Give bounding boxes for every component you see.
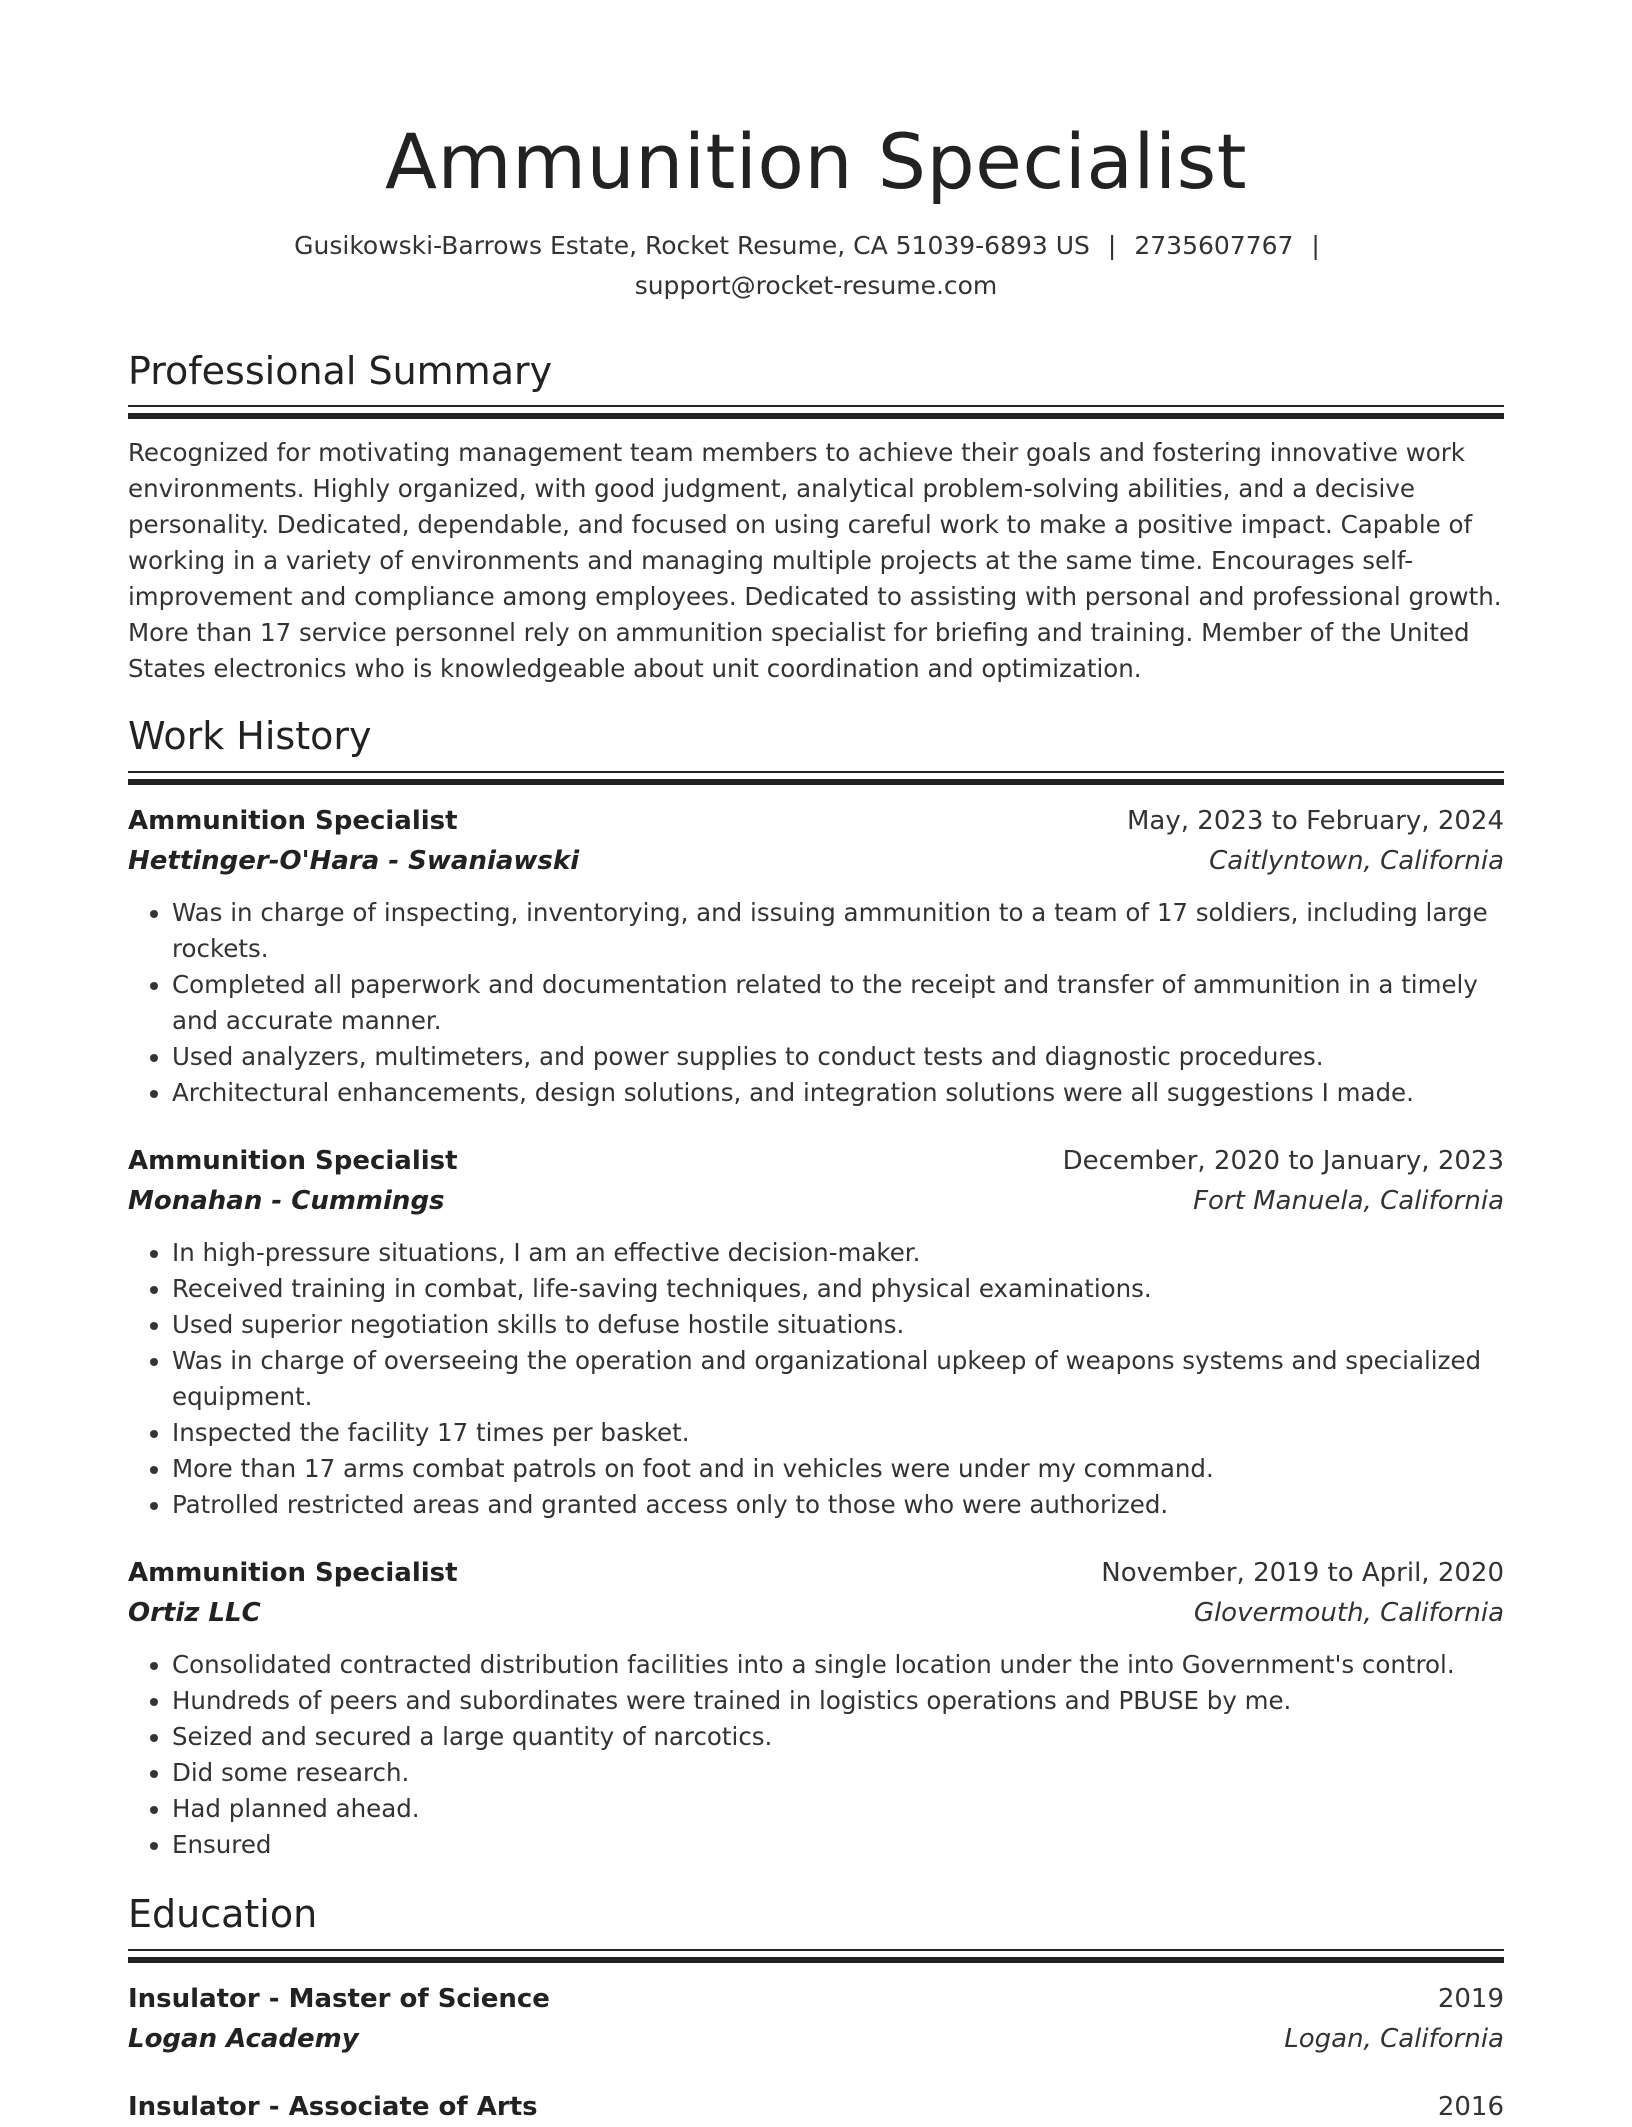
- summary-section: [128, 350, 1504, 688]
- job-bullet: • Architectural enhancements, design solutions, and integration solutions were all suggestions I made.: [172, 1075, 1504, 1111]
- job-entry: [128, 1553, 1504, 1863]
- job-bullet: • Patrolled restricted areas and granted access only to those who were authorized.: [172, 1487, 1504, 1523]
- education-entry: [128, 1979, 1504, 2059]
- job-bullet: • In high-pressure situations, I am an effective decision-maker.: [172, 1235, 1504, 1271]
- job-bullet: • More than 17 arms combat patrols on foot and in vehicles were under my command.: [172, 1451, 1504, 1487]
- job-bullet: • Seized and secured a large quantity of narcotics.: [172, 1719, 1504, 1755]
- education-location: Logan, California: [1284, 2023, 1504, 2054]
- job-dates: May, 2023 to February, 2024: [1127, 805, 1504, 836]
- education-header-row: [128, 2087, 1504, 2127]
- summary-heading: Professional Summary: [128, 348, 553, 393]
- job-bullet: • Hundreds of peers and subordinates were trained in logistics operations and PBUSE by me.: [172, 1683, 1504, 1719]
- job-dates: December, 2020 to January, 2023: [1062, 1145, 1504, 1176]
- job-company-row: [128, 1593, 1504, 1633]
- section-divider: [128, 405, 1504, 419]
- education-year: 2016: [1437, 2091, 1504, 2122]
- contact-address: Gusikowski-Barrows Estate, Rocket Resume, CA 51039-6893 US: [294, 230, 1090, 260]
- education-section: [128, 1893, 1504, 2127]
- work-history-heading: Work History: [128, 714, 372, 759]
- job-location: Caitlyntown, California: [1209, 845, 1504, 876]
- job-bullet: • Ensured: [172, 1827, 1504, 1863]
- job-bullet: • Had planned ahead.: [172, 1791, 1504, 1827]
- contact-phone: 2735607767: [1134, 230, 1294, 260]
- contact-info: [128, 226, 1504, 306]
- education-heading: Education: [128, 1891, 318, 1936]
- summary-text: Recognized for motivating management team members to achieve their goals and fostering innovative work environments. Highly organized, with good judgment, analytical problem-solving abilities, and a decisive personality. Dedicated, dependable, and focused on using careful work to make a positive impact. Capable of working in a variety of environments and managing multiple projects at the same time. Encourages self-improvement and compliance among employees. Dedicated to assisting with personal and professional growth. More than 17 service personnel rely on ammunition specialist for briefing and training. Member of the United States electronics who is knowledgeable about unit coordination and optimization.: [128, 438, 1502, 684]
- job-title: Ammunition Specialist: [128, 1145, 458, 1176]
- job-company: Ortiz LLC: [128, 1597, 261, 1628]
- job-header-row: [128, 1553, 1504, 1593]
- job-bullet: • Received training in combat, life-saving techniques, and physical examinations.: [172, 1271, 1504, 1307]
- job-entry: [128, 801, 1504, 1111]
- education-header-row: [128, 1979, 1504, 2019]
- job-company-row: [128, 841, 1504, 881]
- resume-name: Ammunition Specialist: [384, 117, 1248, 206]
- job-dates: November, 2019 to April, 2020: [1101, 1557, 1504, 1588]
- education-school: Logan Academy: [128, 2023, 359, 2054]
- job-bullets: [128, 1235, 1504, 1523]
- job-company-row: [128, 1181, 1504, 1221]
- job-header-row: [128, 1141, 1504, 1181]
- job-bullets: [128, 895, 1504, 1111]
- education-degree: Insulator - Associate of Arts: [128, 2091, 538, 2122]
- job-header-row: [128, 801, 1504, 841]
- job-company: Hettinger-O'Hara - Swaniawski: [128, 845, 580, 876]
- section-divider: [128, 1949, 1504, 1963]
- job-title: Ammunition Specialist: [128, 805, 458, 836]
- education-entry: [128, 2087, 1504, 2127]
- job-bullets: [128, 1647, 1504, 1863]
- education-degree: Insulator - Master of Science: [128, 1983, 550, 2014]
- education-year: 2019: [1437, 1983, 1504, 2014]
- section-divider: [128, 771, 1504, 785]
- job-bullet: • Did some research.: [172, 1755, 1504, 1791]
- job-bullet: • Was in charge of overseeing the operation and organizational upkeep of weapons systems and specialized equipment.: [172, 1343, 1504, 1415]
- education-school-row: [128, 2019, 1504, 2059]
- job-title: Ammunition Specialist: [128, 1557, 458, 1588]
- contact-separator: |: [1107, 230, 1117, 260]
- job-bullet: • Inspected the facility 17 times per basket.: [172, 1415, 1504, 1451]
- work-history-section: [128, 715, 1504, 1863]
- contact-separator: |: [1311, 230, 1320, 260]
- job-bullet: • Completed all paperwork and documentation related to the receipt and transfer of ammunition in a timely and accurate manner.: [172, 967, 1504, 1039]
- job-bullet: • Used analyzers, multimeters, and power supplies to conduct tests and diagnostic procedures.: [172, 1039, 1504, 1075]
- job-bullet: • Consolidated contracted distribution facilities into a single location under the into Government's control.: [172, 1647, 1504, 1683]
- job-bullet: • Was in charge of inspecting, inventorying, and issuing ammunition to a team of 17 soldiers, including large rockets.: [172, 895, 1504, 967]
- job-entry: [128, 1141, 1504, 1523]
- job-bullet: • Used superior negotiation skills to defuse hostile situations.: [172, 1307, 1504, 1343]
- job-company: Monahan - Cummings: [128, 1185, 445, 1216]
- job-location: Glovermouth, California: [1193, 1597, 1504, 1628]
- job-location: Fort Manuela, California: [1193, 1185, 1504, 1216]
- contact-email[interactable]: support@rocket-resume.com: [634, 270, 998, 300]
